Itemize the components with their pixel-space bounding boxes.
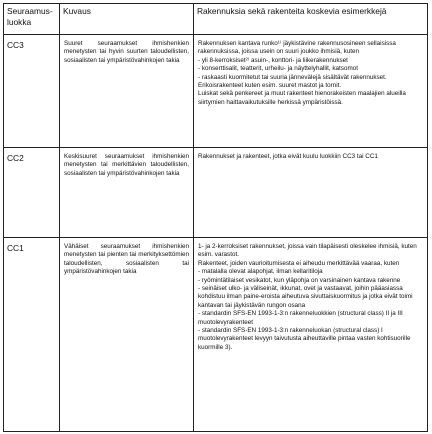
example-line: - standardin SFS-EN 1993-1-3:n rakenneluokkien (structural class) II ja III muotolevyrakenteet <box>198 310 403 326</box>
examples-cell <box>194 238 428 432</box>
example-line: - yli 8-kerroksiset²⁾ asuin-, konttori- ja liikerakennukset <box>198 56 348 64</box>
class-cell: CC1 <box>4 238 60 432</box>
class-cell: CC3 <box>4 35 60 148</box>
table-row <box>4 238 428 432</box>
table-row <box>4 148 428 238</box>
examples-cell <box>194 35 428 148</box>
example-line: - matalalla olevat alapohjat, ilman kellaritiloja <box>198 268 323 276</box>
description-cell: Suuret seuraamukset ihmishenkien menetysten tai hyvin suurten taloudellisten, sosiaalisten tai ympäristövahinkojen takia <box>60 35 194 148</box>
class-cell: CC2 <box>4 148 60 238</box>
example-line: - konserttisalit, teatterit, urheilu- ja näyttelyhallit, katsomot <box>198 65 358 73</box>
example-line: - seinäiset ulko- ja väliseinät, ikkunat, ovet ja vastaavat, joihin pääasiassa kohdistuu ilman paine-eroista aiheutuva sivuttaiskuormitus ja jotka eivät toimi kantavan tai jäykistävän rungon osana <box>198 285 413 309</box>
example-line: - raskaasti kuormitetut tai suuria jännevälejä sisältävät rakennukset. <box>198 73 387 81</box>
example-line: Rakennuksen kantava runko¹⁾ jäykistävine rakennusosineen sellaisissa rakennuksissa, joissa usein on suuri joukko ihmisiä, kuten <box>198 40 396 56</box>
consequence-class-table <box>3 3 428 432</box>
header-description: Kuvaus <box>60 4 194 35</box>
example-line: Rakenteet, joiden vaurioitumisesta ei aiheudu merkittävää vaaraa, kuten <box>198 259 400 267</box>
table-header-row <box>4 4 428 35</box>
header-class: Seuraamus-luokka <box>4 4 60 35</box>
examples-cell <box>194 148 428 238</box>
header-examples: Rakennuksia sekä rakenteita koskevia esimerkkejä <box>194 4 428 35</box>
example-line: 1- ja 2-kerroksiset rakennukset, joissa vain tilapäisesti oleskelee ihmisiä, kuten esim. varastot. <box>198 243 417 259</box>
description-cell: Vähäiset seuraamukset ihmishenkien menetysten tai pienten tai merkityksettömien taloudellisten, sosiaalisten tai ympäristövahinkojen takia <box>60 238 194 432</box>
table-row <box>4 35 428 148</box>
example-line: Rakennukset ja rakenteet, jotka eivät kuulu luokkiin CC3 tai CC1 <box>198 153 378 160</box>
example-line: - standardin SFS-EN 1993-1-3:n rakenneluokan (structural class) I muotolevyrakenteet levyyn taivutusta aiheuttaville pintaa vasten kohtisuorille kuormille 3). <box>198 327 411 351</box>
example-line: Erikoisrakenteet kuten esim. suuret mastot ja tornit. <box>198 82 342 90</box>
example-line: Luiskat sekä penkereet ja muut rakenteet hienorakeisten maalajien alueilla siirtymien haittavaikutuksille herkissä ympäristöissä. <box>198 90 406 106</box>
example-line: - ryömintätilaiset vesikatot, kun yläpohja on varsinainen kantava rakenne <box>198 276 401 284</box>
description-cell: Keskisuuret seuraamukset ihmishenkien menetysten tai merkittävien taloudellisten, sosiaalisten tai ympäristövahinkojen takia <box>60 148 194 238</box>
